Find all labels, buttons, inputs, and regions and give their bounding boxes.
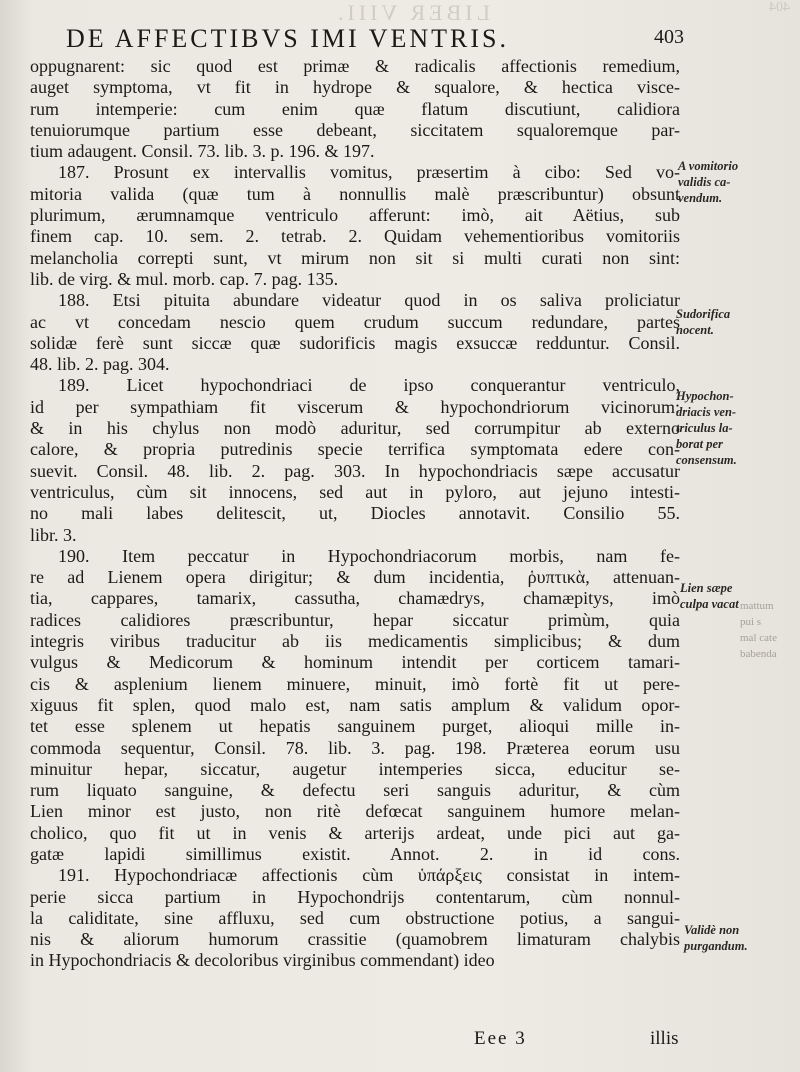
running-header — [66, 24, 684, 56]
margin-note — [676, 306, 730, 338]
margin-note-line: Validè non — [684, 923, 740, 937]
text-line: rum intemperie: cum enim quæ flatum discutiunt, calidiora — [30, 98, 680, 119]
text-line: Lien minor est justo, non ritè defœcat sanguinem humore melan- — [30, 801, 680, 822]
bleed-through-line: mattum — [740, 600, 774, 612]
text-line: calore, & propria putredinis specie terrifica symptomata edere con- — [30, 439, 680, 460]
text-line: & in his chylus non modò aduritur, sed corrumpitur ab externo — [30, 418, 680, 439]
bleed-through-page-number: 404 — [769, 0, 790, 15]
text-line: nis & aliorum humorum crassitie (quamobrem limaturam chalybis — [30, 929, 680, 950]
text-line: no mali labes delitescit, ut, Diocles annotavit. Consilio 55. — [30, 503, 680, 524]
text-line: re ad Lienem opera dirigitur; & dum incidentia, ῥυπτικὰ, attenuan- — [30, 567, 680, 588]
text-line: 188. Etsi pituita abundare videatur quod in os saliva proliciatur — [58, 290, 680, 311]
text-line: melancholia correpti sunt, vt mirum non sit si multi curati non sint: — [30, 247, 680, 268]
text-line: rum liquato sanguine, & defectu seri sanguis aduritur, & cùm — [30, 780, 680, 801]
margin-note — [678, 158, 738, 206]
margin-note-line: consensum. — [676, 453, 737, 467]
header-title: DE AFFECTIBVS IMI VENTRIS. — [66, 24, 510, 53]
text-line: commoda sequentur, Consil. 78. lib. 3. pag. 198. Præterea eorum usu — [30, 737, 680, 758]
margin-note-line: Lien sæpe — [680, 581, 733, 595]
text-line: 48. lib. 2. pag. 304. — [30, 354, 170, 375]
text-line: plurimum, ærumnamque ventriculo afferunt: imò, ait Aëtius, sub — [30, 205, 680, 226]
signature-mark: Eee 3 — [474, 1028, 527, 1049]
text-line: 189. Licet hypochondriaci de ipso conquerantur ventriculo, — [58, 375, 680, 396]
margin-note-line: purgandum. — [684, 939, 748, 953]
margin-note-line: A vomitorio — [678, 159, 739, 173]
bleed-through-text: LIBER VIII. — [333, 0, 490, 25]
text-line: perie sicca partium in Hypochondrijs contentarum, cùm nonnul- — [30, 886, 680, 907]
margin-note — [676, 388, 737, 468]
margin-note-line: nocent. — [676, 323, 714, 337]
bleed-through-line: pui s — [740, 616, 762, 628]
text-line: integris viribus traducitur ab iis medicamentis simplicibus; & dum — [30, 631, 680, 652]
text-line: tet esse splenem ut hepatis sanguinem purget, alioqui mille in- — [30, 716, 680, 737]
body-text — [30, 56, 680, 972]
margin-note-line: culpa vacat — [680, 597, 739, 611]
text-line: auget symptoma, vt fit in hydrope & squalore, & hectica visce- — [30, 77, 680, 98]
text-line: finem cap. 10. sem. 2. tetrab. 2. Quidam vehementioribus vomitoriis — [30, 226, 680, 247]
margin-note — [684, 922, 748, 954]
text-line: xiguus fit splen, quod malo est, nam satis amplum & validum opor- — [30, 694, 680, 715]
margin-note-line: validis ca- — [678, 175, 731, 189]
text-line: cis & asplenium lienem minuere, minuit, imò fortè fit ut pere- — [30, 673, 680, 694]
text-line: libr. 3. — [30, 524, 77, 545]
text-line: solidæ ferè sunt siccæ quæ sudorificis magis exsuccæ redduntur. Consil. — [30, 332, 680, 353]
margin-note-line: driacis ven- — [676, 405, 737, 419]
catchword: illis — [650, 1028, 679, 1049]
page-footer — [0, 1028, 800, 1054]
text-line: tenuiorumque partium esse debeant, siccitatem squaloremque par- — [30, 119, 680, 140]
text-line: tia, cappares, tamarix, cassutha, chamædrys, chamæpitys, imò — [30, 588, 680, 609]
text-line: mitoria valida (quæ tum à nonnullis malè præscribuntur) obsunt — [30, 183, 680, 204]
bleed-through-line: mal cate — [740, 632, 777, 644]
text-line: id per sympathiam fit viscerum & hypochondriorum vicinorum: — [30, 396, 680, 417]
margin-note-line: Sudorifica — [676, 307, 731, 321]
text-line: lib. de virg. & mul. morb. cap. 7. pag. 135. — [30, 268, 339, 289]
margin-note — [680, 580, 739, 612]
text-line: cholico, quo fit ut in venis & arterijs ardeat, unde pici aut ga- — [30, 822, 680, 843]
text-line: oppugnarent: sic quod est primæ & radicalis affectionis remedium, — [30, 56, 680, 76]
margin-note-line: borat per — [676, 437, 723, 451]
page-number: 403 — [654, 26, 684, 48]
bleed-through-margin — [740, 598, 777, 662]
text-line: vulgus & Medicorum & hominum intendit per corticem tamari- — [30, 652, 680, 673]
text-line: minuitur hepar, siccatur, augetur intemperies sicca, educitur se- — [30, 758, 680, 779]
bleed-through-line: babenda — [740, 648, 777, 660]
text-line: 187. Prosunt ex intervallis vomitus, præsertim à cibo: Sed vo- — [58, 162, 680, 183]
text-line: la caliditate, sine affluxu, sed cum obstructione potius, a sangui- — [30, 907, 680, 928]
text-line: ac vt concedam nescio quem crudum succum redundare, partes — [30, 311, 680, 332]
text-line: radices calidiores præscribuntur, hepar siccatur primùm, quia — [30, 609, 680, 630]
text-line: suevit. Consil. 48. lib. 2. pag. 303. In hypochondriacis sæpe accusatur — [30, 460, 680, 481]
text-line: 191. Hypochondriacæ affectionis cùm ὑπάρξεις consistat in intem- — [58, 865, 680, 886]
margin-note-line: Hypochon- — [676, 389, 734, 403]
text-line: ventriculus, cùm sit innocens, sed aut in pyloro, aut jejuno intesti- — [30, 481, 680, 502]
text-line: gatæ lapidi simillimus existit. Annot. 2. in id cons. — [30, 843, 680, 864]
text-line: 190. Item peccatur in Hypochondriacorum morbis, nam fe- — [58, 545, 680, 566]
margin-note-line: triculus la- — [676, 421, 733, 435]
text-line: in Hypochondriacis & decoloribus virginibus commendant) ideo — [30, 950, 495, 971]
text-line: tium adaugent. Consil. 73. lib. 3. p. 196. & 197. — [30, 141, 375, 162]
margin-note-line: vendum. — [678, 191, 723, 205]
